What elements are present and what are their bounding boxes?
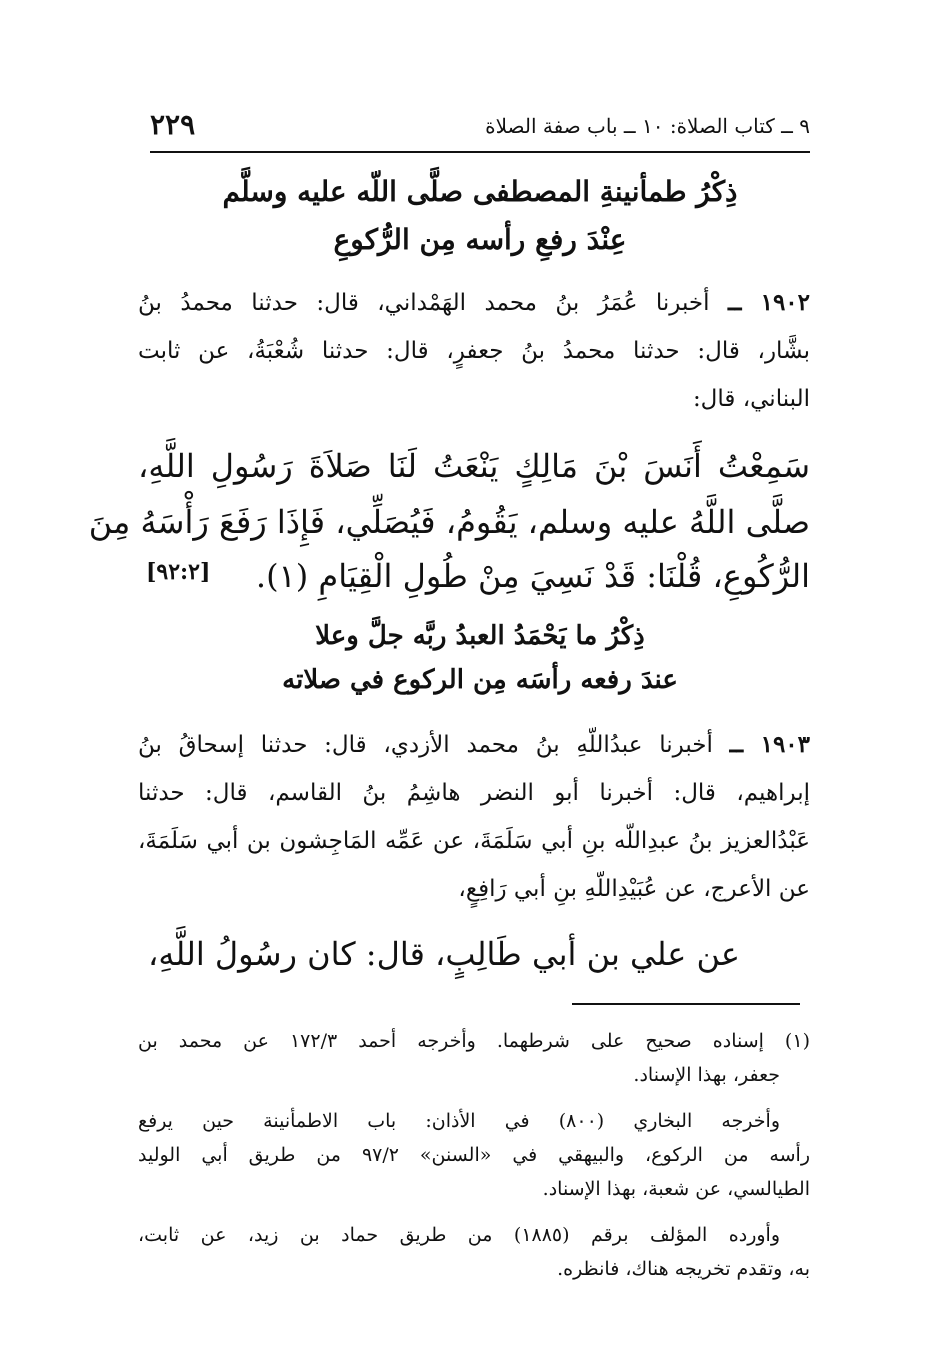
hadith-1902-isnad-line-2: بشَّار، قال: حدثنا محمدُ بنُ جعفرٍ، قال: حدثنا شُعْبَةُ، عن ثابت	[138, 338, 810, 364]
footnote-rule	[572, 1003, 800, 1005]
isnad-text: أخبرنا عبدُاللّهِ بنُ محمد الأزدي، قال: حدثنا إسحاقُ بنُ	[138, 732, 713, 758]
hadith-1902-isnad-line-1	[138, 280, 810, 326]
section-heading-1-line-1: ذِكْرُ طمأنينةِ المصطفى صلَّى اللّه عليه وسلَّم	[222, 175, 738, 208]
hadith-1903-matn-line-1: عن علي بن أبي طَالِبٍ، قال: كان رسُولُ اللَّهِ،	[148, 935, 740, 973]
footnote-line-4: رأسه من الركوع، والبيهقي في «السنن» ٩٧/٢ من طريق أبي الوليد	[138, 1144, 810, 1166]
reference-mark: [٩٢:٢]	[146, 559, 211, 585]
hadith-1903-isnad-line-4: عن الأعرج، عن عُبَيْدِاللّهِ بنِ أبي رَافِعٍ،	[458, 876, 810, 902]
footnote-line-2: جعفر، بهذا الإسناد.	[633, 1064, 780, 1086]
section-heading-2-line-1: ذِكْرُ ما يَحْمَدُ العبدُ ربَّه جلَّ وعلا	[315, 621, 645, 651]
running-title: ٩ ــ كتاب الصلاة: ١٠ ــ باب صفة الصلاة	[485, 114, 810, 138]
section-heading-1-line-2: عِنْدَ رفعِ رأسه مِن الرُّكوعِ	[333, 223, 627, 256]
section-heading-2	[150, 614, 810, 702]
section-heading-1	[150, 168, 810, 264]
footnote-line-7: به، وتقدم تخريجه هناك، فانظره.	[557, 1258, 810, 1280]
hadith-number-1902: ١٩٠٢ ــ	[727, 289, 811, 316]
hadith-1902-matn-line-2: صلَّى اللَّهُ عليه وسلم، يَقُومُ، فَيُصَلِّي، فَإِذَا رَفَعَ رَأْسَهُ مِنَ	[88, 503, 810, 541]
footnote-line-1: (١) إسناده صحيح على شرطهما. وأخرجه أحمد ١٧٢/٣ عن محمد بن	[138, 1030, 810, 1052]
footnote-line-6: وأورده المؤلف برقم (١٨٨٥) من طريق حماد بن زيد، عن ثابت،	[138, 1224, 780, 1246]
page-number: ٢٢٩	[150, 108, 196, 141]
isnad-text: أخبرنا عُمَرُ بنُ محمد الهَمْداني، قال: حدثنا محمدُ بنُ	[138, 290, 710, 316]
section-heading-2-line-2: عندَ رفعه رأسَه مِن الركوع في صلاته	[282, 665, 678, 695]
hadith-1903-isnad-line-2: إبراهيم، قال: أخبرنا أبو النضر هاشِمُ بنُ القاسم، قال: حدثنا	[138, 780, 810, 806]
footnote-line-5: الطيالسي، عن شعبة، بهذا الإسناد.	[542, 1178, 810, 1200]
hadith-1903-isnad-line-1	[138, 722, 810, 768]
hadith-1902-isnad-line-3: البناني، قال:	[692, 386, 810, 412]
hadith-1902-matn-line-3: الرُّكُوعِ، قُلْنَا: قَدْ نَسِيَ مِنْ طُولِ الْقِيَامِ (١).	[255, 557, 810, 595]
header-rule	[150, 151, 810, 153]
hadith-number-1903: ١٩٠٣ ــ	[729, 731, 811, 758]
footnote-line-3: وأخرجه البخاري (٨٠٠) في الأذان: باب الاطمأنينة حين يرفع	[138, 1110, 780, 1132]
running-header	[150, 108, 810, 144]
hadith-1902-matn-line-1: سَمِعْتُ أَنَسَ بْنَ مَالِكٍ يَنْعَتُ لَنَا صَلاَةَ رَسُولِ اللَّهِ،	[138, 447, 810, 485]
hadith-1903-isnad-line-3: عَبْدُالعزيز بنُ عبدِاللّه بنِ أبي سَلَمَةَ، عن عَمِّه المَاجِشون بن أبي سَلَمَةَ،	[138, 828, 810, 854]
